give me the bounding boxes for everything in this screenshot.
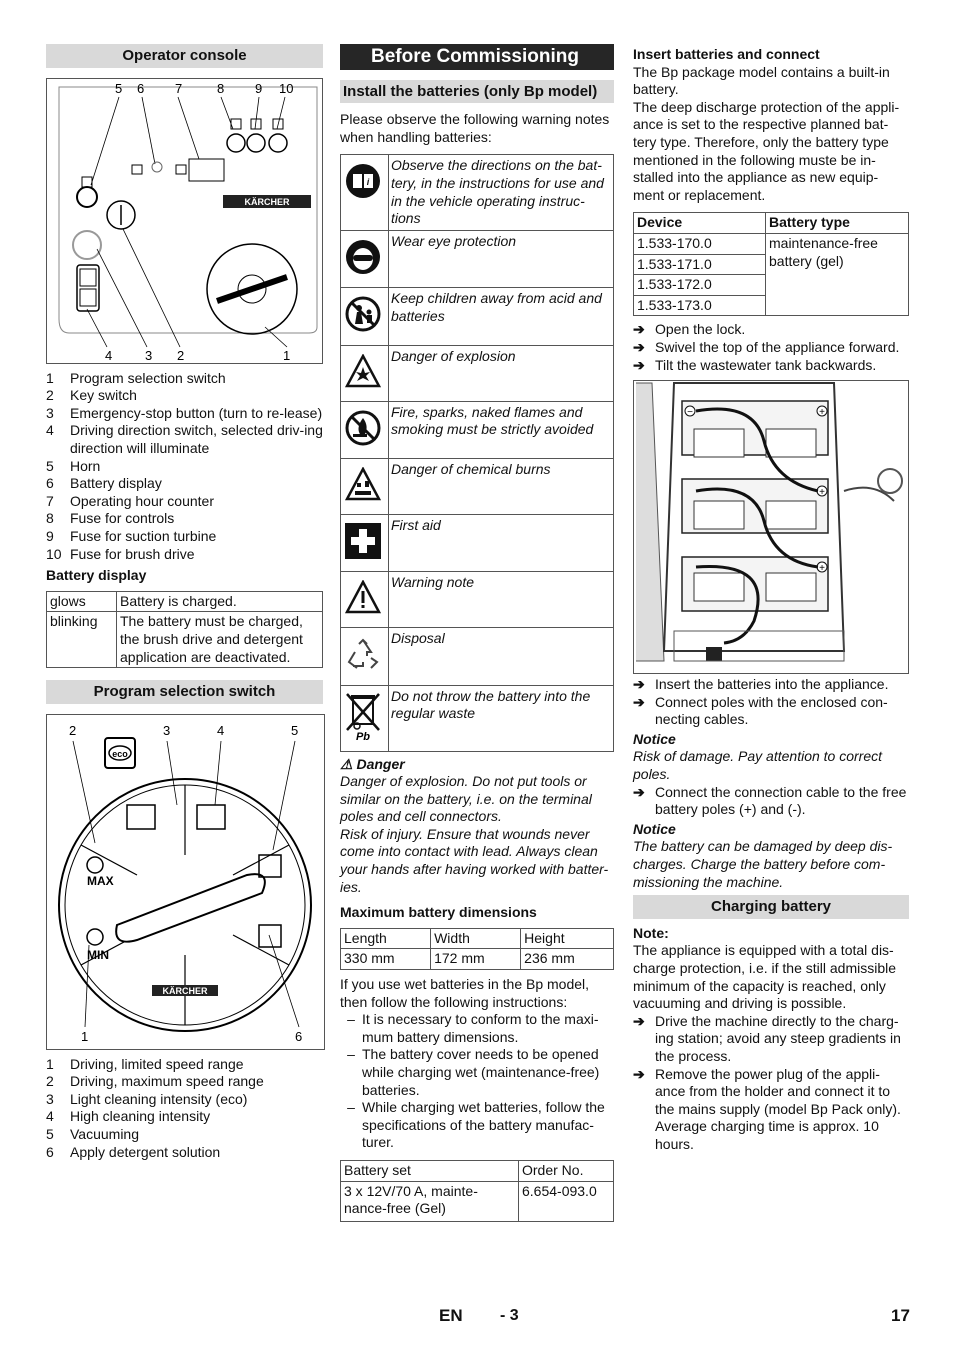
min-label: MIN — [87, 947, 109, 962]
callout-8: 8 — [217, 80, 225, 96]
svg-text:+: + — [819, 487, 825, 499]
callout-3: 3 — [163, 722, 171, 738]
eye-protection-icon — [345, 239, 381, 275]
list-item: 6 Apply detergent solution — [46, 1143, 221, 1160]
table-row: Device Battery type — [634, 213, 909, 234]
table-row: blinking The battery must be charged, the brush drive and detergent application are deactivated. — [47, 612, 323, 668]
danger-heading: ⚠ Danger — [340, 755, 405, 772]
no-fire-icon — [345, 410, 381, 446]
list-item: 3 Light cleaning intensity (eco) — [46, 1090, 248, 1107]
column-right — [633, 44, 909, 1154]
callout-2: 2 — [69, 722, 77, 738]
operator-console-drawing — [47, 79, 322, 363]
callout-1: 1 — [283, 347, 291, 363]
column-middle — [340, 44, 614, 1222]
list-item: ➔ Connect the connection cable to the free battery poles (+) and (-). — [633, 783, 907, 818]
list-item: – While charging wet batteries, follow the specifications of the battery manufac-turer. — [347, 1099, 605, 1151]
svg-text:i: i — [366, 177, 370, 188]
table-row: Fire, sparks, naked flames and smoking must be strictly avoided — [341, 401, 614, 459]
list-item: 3 Emergency-stop button (turn to re-lease) — [46, 404, 323, 421]
insert-paragraph-1: The Bp package model contains a built-in battery. — [633, 63, 890, 98]
table-row: 1.533-171.0 — [634, 254, 909, 275]
danger-text-1: Danger of explosion. Do not put tools or similar on the battery, i.e. on the terminal poles and cell connectors. — [340, 773, 592, 825]
callout-2: 2 — [177, 347, 185, 363]
list-item: 4 High cleaning intensity — [46, 1108, 211, 1125]
subsection-title: Install the batteries (only Bp model) — [340, 80, 614, 104]
list-item: 10 Fuse for brush drive — [46, 545, 195, 562]
table-row: 1.533-173.0 — [634, 295, 909, 316]
chemical-burn-icon — [345, 467, 381, 501]
list-item: 1 Driving, limited speed range — [46, 1055, 244, 1072]
notice-heading: Notice — [633, 730, 676, 747]
list-item: – The battery cover needs to be opened while charging wet (maintenance-free) batteries. — [347, 1046, 600, 1098]
table-row: Warning note — [341, 572, 614, 628]
callout-7: 7 — [175, 80, 183, 96]
switch-legend-list — [46, 1056, 323, 1162]
callout-6: 6 — [137, 80, 145, 96]
insert-paragraph-2: The deep discharge protection of the appli-ance is set to the respective planned bat-tery type. Therefore, only the battery type mentioned in the following muste be in-stalled into the appliance as new equip-ment or replacement. — [633, 98, 900, 203]
program-switch-figure — [46, 714, 325, 1050]
callout-1: 1 — [81, 1028, 89, 1044]
operator-console-figure — [46, 78, 323, 364]
page-number: 17 — [891, 1306, 910, 1325]
table-row: First aid — [341, 514, 614, 572]
table-row: Disposal — [341, 627, 614, 685]
manual-icon — [345, 163, 381, 199]
notice-heading: Notice — [633, 820, 676, 837]
warning-icon — [345, 580, 381, 614]
charging-heading: Charging battery — [633, 895, 909, 919]
max-label: MAX — [87, 873, 114, 888]
brand-logo: KÄRCHER — [162, 985, 208, 996]
operator-console-heading: Operator console — [46, 44, 323, 68]
list-item: ➔ Tilt the wastewater tank backwards. — [633, 356, 877, 373]
explosion-icon — [345, 354, 381, 388]
callout-4: 4 — [217, 722, 225, 738]
list-item: ➔ Drive the machine directly to the charg-ing station; avoid any steep gradients in the process. — [633, 1012, 901, 1064]
battery-installation-figure — [633, 380, 909, 674]
list-item: 5 Horn — [46, 457, 101, 474]
list-item: ➔ Insert the batteries into the appliance. — [633, 676, 889, 693]
svg-text:KÄRCHER: KÄRCHER — [244, 196, 290, 207]
eco-label: eco — [112, 748, 128, 759]
program-switch-drawing — [47, 715, 324, 1049]
table-row: i Observe the directions on the bat-tery, in the instructions for use and in the vehicle operating instruc-tions — [341, 155, 614, 230]
first-aid-icon — [345, 523, 381, 559]
device-table — [633, 212, 909, 316]
table-row: Wear eye protection — [341, 230, 614, 288]
intro-text: Please observe the following warning notes when handling batteries: — [340, 111, 610, 145]
list-item: 6 Battery display — [46, 475, 162, 492]
danger-text-2: Risk of injury. Ensure that wounds never come into contact with lead. Always clean your hands after having worked with batter-ies. — [340, 825, 609, 895]
list-item: 5 Vacuuming — [46, 1126, 140, 1143]
section-title: Before Commissioning — [340, 44, 614, 70]
callout-3: 3 — [145, 347, 153, 363]
list-item: 1 Program selection switch — [46, 369, 226, 386]
warning-icon: ⚠ — [340, 755, 353, 772]
svg-text:+: + — [819, 563, 825, 575]
callout-10: 10 — [279, 80, 294, 96]
recycle-icon — [345, 636, 381, 672]
callout-9: 9 — [255, 80, 263, 96]
battery-set-table — [340, 1160, 614, 1222]
table-row: Danger of chemical burns — [341, 459, 614, 515]
table-row: Battery set Order No. — [341, 1160, 614, 1181]
svg-text:+: + — [819, 407, 825, 419]
max-dimensions-heading: Maximum battery dimensions — [340, 904, 537, 921]
table-row: Pb Do not throw the battery into the regular waste — [341, 685, 614, 751]
callout-4: 4 — [105, 347, 113, 363]
notice-text: The battery can be damaged by deep dis-charges. Charge the battery before com-missioning the machine. — [633, 838, 893, 890]
table-row: 1.533-170.0 maintenance-free battery (gel) — [634, 233, 909, 254]
list-item: 4 Driving direction switch, selected driv-ing direction will illuminate — [46, 422, 323, 456]
table-row: glows Battery is charged. — [47, 591, 323, 612]
note-heading: Note: — [633, 924, 669, 941]
callout-6: 6 — [295, 1028, 303, 1044]
program-switch-heading: Program selection switch — [46, 680, 323, 704]
table-row: Keep children away from acid and batteries — [341, 288, 614, 346]
list-item: – It is necessary to conform to the maxi-mum battery dimensions. — [347, 1011, 599, 1045]
list-item: 8 Fuse for controls — [46, 510, 175, 527]
table-row: Danger of explosion — [341, 345, 614, 401]
battery-installation-drawing — [634, 381, 908, 673]
list-item: ➔ Remove the power plug of the appli-ance from the holder and connect it to the mains supply (model Bp Pack only). Average charging time is approx. 10 hours. — [633, 1065, 901, 1152]
column-left — [46, 44, 323, 1161]
list-item: 2 Driving, maximum speed range — [46, 1073, 264, 1090]
list-item: ➔ Open the lock. — [633, 321, 746, 338]
table-row: 3 x 12V/70 A, mainte-nance-free (Gel) 6.654-093.0 — [341, 1181, 614, 1221]
list-item: ➔ Swivel the top of the appliance forward. — [633, 338, 900, 355]
callout-5: 5 — [291, 722, 299, 738]
no-waste-bin-icon — [343, 690, 383, 742]
list-item: 9 Fuse for suction turbine — [46, 527, 217, 544]
pb-label: Pb — [355, 730, 371, 742]
keep-children-away-icon — [345, 296, 381, 332]
callout-5: 5 — [115, 80, 123, 96]
list-item: 2 Key switch — [46, 387, 137, 404]
battery-display-table — [46, 591, 323, 668]
console-legend-list — [46, 370, 323, 564]
table-row: 1.533-172.0 — [634, 275, 909, 296]
svg-text:−: − — [687, 407, 693, 419]
battery-display-heading: Battery display — [46, 567, 147, 584]
dimensions-table — [340, 928, 614, 970]
footer-subpage: - 3 — [500, 1307, 519, 1324]
warning-table — [340, 154, 614, 751]
table-row: 330 mm 172 mm 236 mm — [341, 949, 614, 970]
notice-text: Risk of damage. Pay attention to correct poles. — [633, 748, 883, 783]
footer-language: EN — [439, 1306, 463, 1325]
note-text: The appliance is equipped with a total dis-charge protection, i.e. if the still admissible minimum of the capacity is reached, only vacuuming and driving is possible. — [633, 942, 897, 1012]
wet-intro: If you use wet batteries in the Bp model, then follow the following instructions: — [340, 976, 590, 1010]
insert-heading: Insert batteries and connect — [633, 46, 820, 62]
list-item: ➔ Connect poles with the enclosed con-necting cables. — [633, 693, 888, 728]
table-row: Length Width Height — [341, 928, 614, 949]
list-item: 7 Operating hour counter — [46, 492, 214, 509]
